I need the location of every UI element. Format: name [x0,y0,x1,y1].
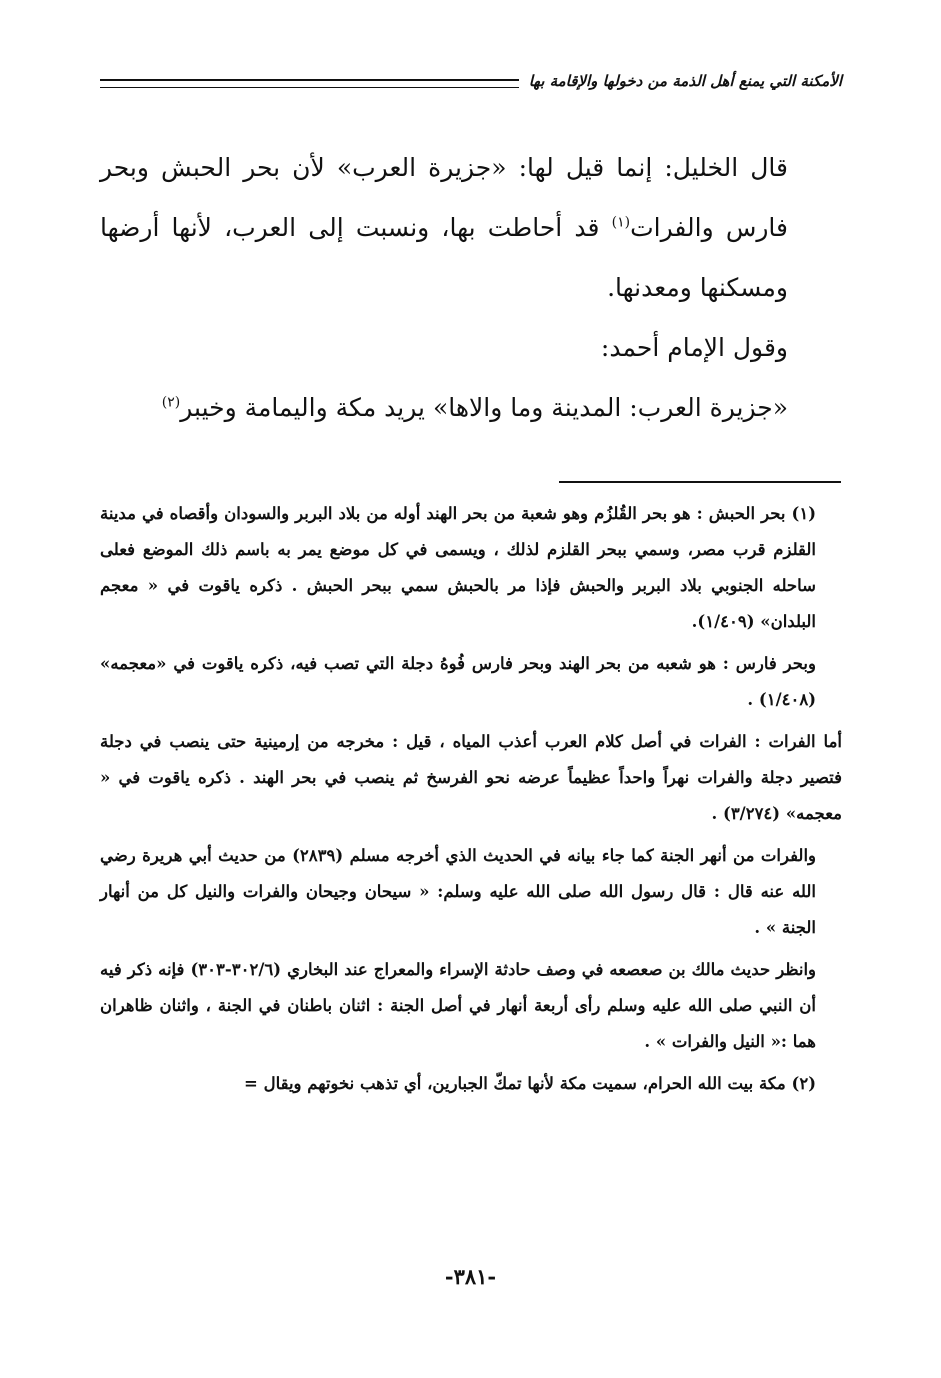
paragraph-quote-text: «جزيرة العرب: المدينة وما والاها» يريد مكة واليمامة وخيبر [180,393,788,422]
paragraph-khalil-text-b: قد أحاطت بها، ونسبت إلى العرب، لأنها أرضها ومسكنها ومعدنها. [100,213,788,302]
paragraph-imam-ahmad: وقول الإمام أحمد: [600,333,788,362]
footnote-separator [559,481,841,483]
footnote-1-habash: (١) بحر الحبش : هو بحر القُلزُم وهو شعبة من بحر الهند أوله من بلاد البربر والسودان وأقصاه في مدينة القلزم قرب مصر، وسمي ببحر القلزم لذلك ، ويسمى في كل موضع يمر به باسم ذلك الموضع فعلى ساحله الجنوبي بلاد البربر والحبش فإذا مر بالحبش سمي ببحر الحبش . ذكره ياقوت في « معجم البلدان» (١/٤٠٩). [100,504,816,631]
footnote-2-makkah: (٢) مكة بيت الله الحرام، سميت مكة لأنها تمكّ الجبارين، أي تذهب نخوتهم ويقال = [244,1074,816,1093]
footnote-1-fars: وبحر فارس : هو شعبه من بحر الهند وبحر فارس فُوهُ دجلة التي تصب فيه، ذكره ياقوت في «معجمه» (١/٤٠٨) . [100,654,816,709]
running-header-title: الأمكنة التي يمنع أهل الذمة من دخولها والإقامة بها [528,72,842,90]
footnote-1-bukhari: وانظر حديث مالك بن صعصعه في وصف حادثة الإسراء والمعراج عند البخاري (٣٠٢/٦-٣٠٣) فإنه ذكر فيه أن النبي صلى الله عليه وسلم رأى أربعة أنهار في أصل الجنة : اثنان باطنان في الجنة ، واثنان ظاهران هما :« النيل والفرات » . [100,960,816,1051]
footnotes [100,496,842,1108]
paragraph-khalil [100,138,842,318]
paragraph-khalil-text-a: قال الخليل: إنما قيل لها: «جزيرة العرب» لأن بحر الحبش وبحر فارس والفرات [100,153,788,242]
header-rule [100,79,519,88]
footnote-ref-1: (١) [611,214,631,231]
page-number: -٣٨١- [444,1264,497,1289]
running-header [100,64,842,98]
footnote-ref-2: (٢) [161,394,181,411]
main-text [100,138,842,438]
footnote-1-jannah: والفرات من أنهر الجنة كما جاء بيانه في الحديث الذي أخرجه مسلم (٢٨٣٩) من حديث أبي هريرة رضي الله عنه قال : قال رسول الله صلى الله عليه وسلم: « سيحان وجيحان والفرات والنيل كل من أنهار الجنة » . [100,846,817,937]
paragraph-quote [100,378,842,438]
footnote-1-furat: أما الفرات : الفرات في أصل كلام العرب أعذب المياه ، قيل : مخرجه من إرمينية حتى ينصب في دجلة فتصير دجلة والفرات نهراً واحداً عظيماً عرضه نحو الفرسخ ثم ينصب في بحر الهند . ذكره ياقوت في « معجمه» (٣/٢٧٤) . [100,732,842,823]
